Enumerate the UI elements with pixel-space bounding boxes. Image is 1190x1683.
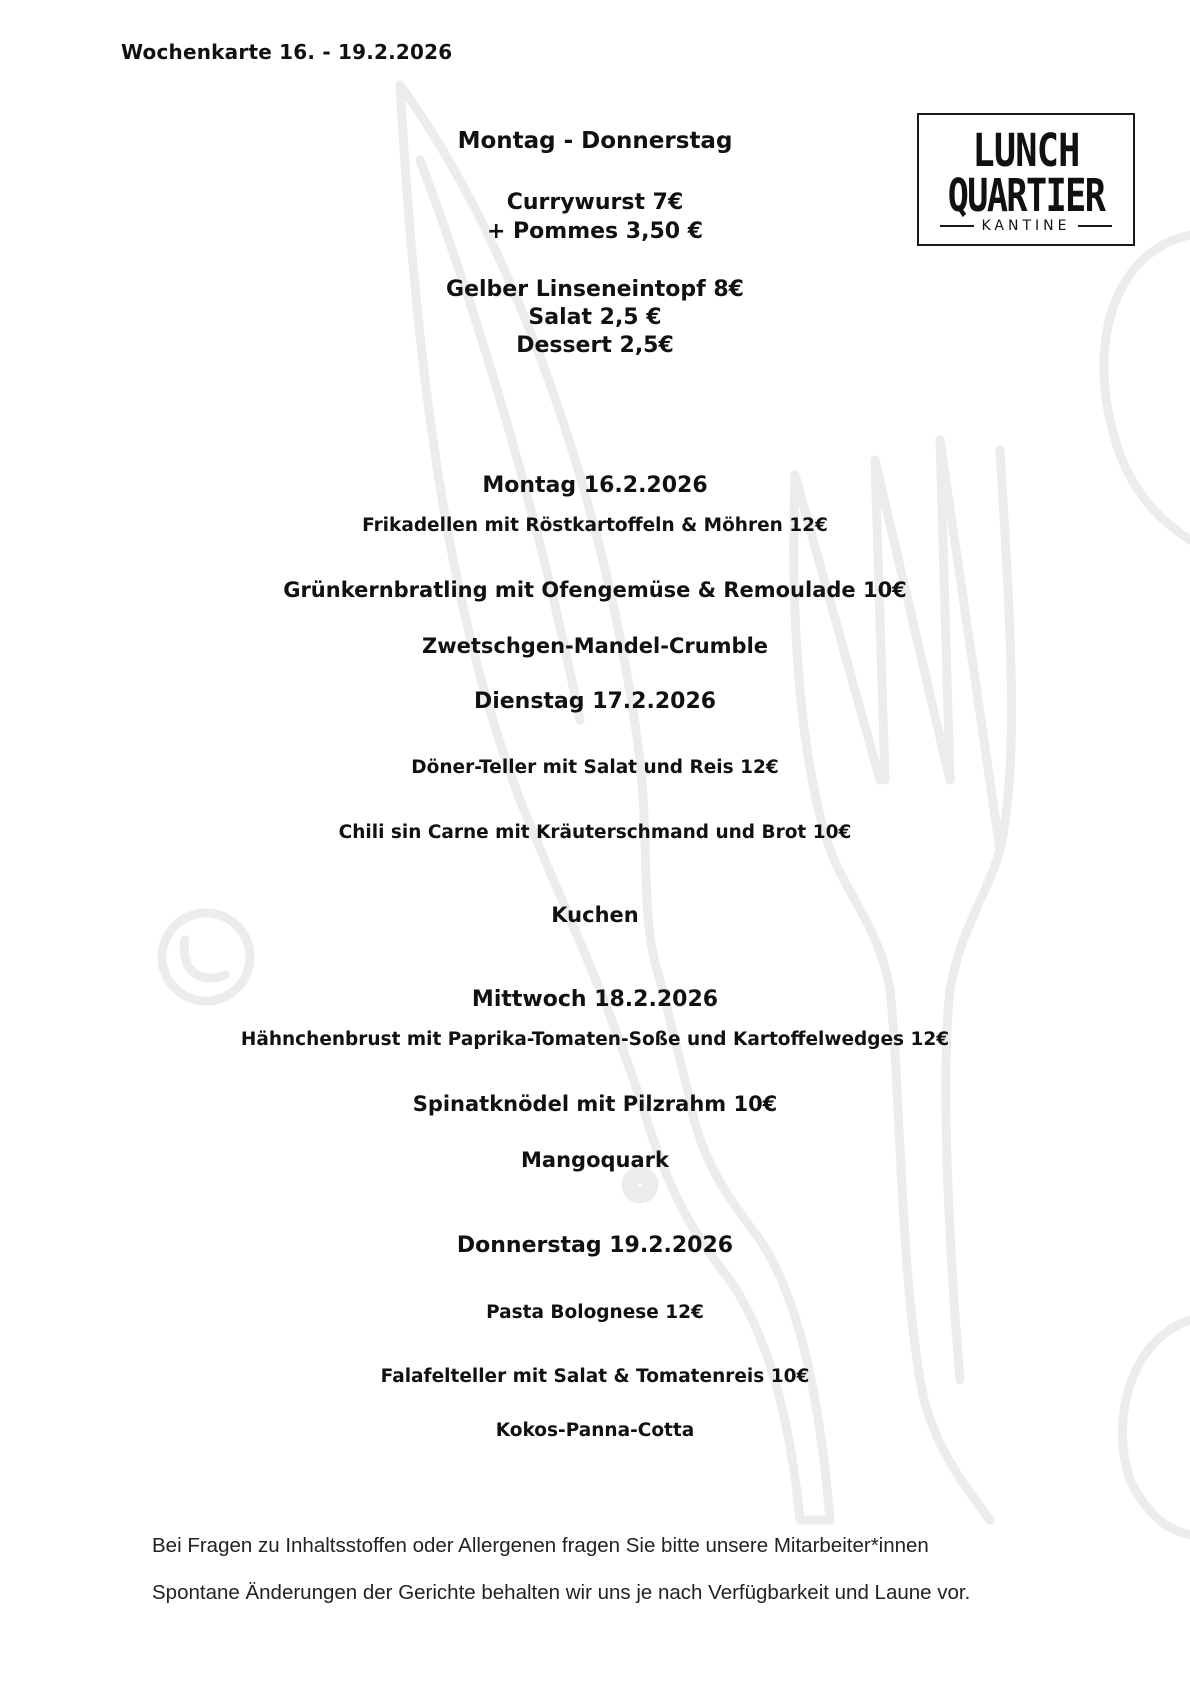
menu-item: Spinatknödel mit Pilzrahm 10€ (412, 1092, 778, 1116)
menu-item: Frikadellen mit Röstkartoffeln & Möhren 12€ (362, 515, 828, 536)
menu-item: Kokos-Panna-Cotta (495, 1420, 695, 1441)
logo-line-quartier: QUARTIER (947, 169, 1105, 222)
weekly-item: Salat 2,5 € (528, 305, 662, 330)
menu-item: Chili sin Carne mit Kräuterschmand und Brot 10€ (338, 822, 852, 843)
day-heading-thursday: Donnerstag 19.2.2026 (456, 1233, 734, 1258)
menu-item: Grünkernbratling mit Ofengemüse & Remoulade 10€ (283, 578, 907, 602)
menu-item: Pasta Bolognese 12€ (486, 1302, 704, 1323)
menu-item: Kuchen (551, 903, 639, 927)
footer-changes-note: Spontane Änderungen der Gerichte behalten wir uns je nach Verfügbarkeit und Laune vor. (152, 1581, 971, 1604)
weekly-item: Gelber Linseneintopf 8€ (446, 277, 744, 302)
logo-line-kantine: KANTINE (919, 218, 1133, 234)
menu-item: Mangoquark (521, 1148, 669, 1172)
menu-item: Döner-Teller mit Salat und Reis 12€ (411, 757, 779, 778)
menu-item: Zwetschgen-Mandel-Crumble (421, 634, 769, 658)
menu-item: Falafelteller mit Salat & Tomatenreis 10€ (380, 1366, 810, 1387)
day-heading-tuesday: Dienstag 17.2.2026 (473, 689, 717, 714)
day-heading-wednesday: Mittwoch 18.2.2026 (471, 987, 719, 1012)
weekly-item: Currywurst 7€ (506, 190, 684, 215)
logo-line-lunch: LUNCH (972, 124, 1080, 177)
day-heading-monday: Montag 16.2.2026 (482, 473, 708, 498)
weekly-heading: Montag - Donnerstag (457, 128, 733, 154)
menu-item: Hähnchenbrust mit Paprika-Tomaten-Soße und Kartoffelwedges 12€ (240, 1029, 950, 1050)
footer-allergen-note: Bei Fragen zu Inhaltsstoffen oder Allergenen fragen Sie bitte unsere Mitarbeiter*innen (152, 1534, 929, 1557)
weekly-item: + Pommes 3,50 € (486, 219, 704, 244)
weekly-item: Dessert 2,5€ (516, 333, 674, 358)
week-title: Wochenkarte 16. - 19.2.2026 (121, 40, 453, 64)
